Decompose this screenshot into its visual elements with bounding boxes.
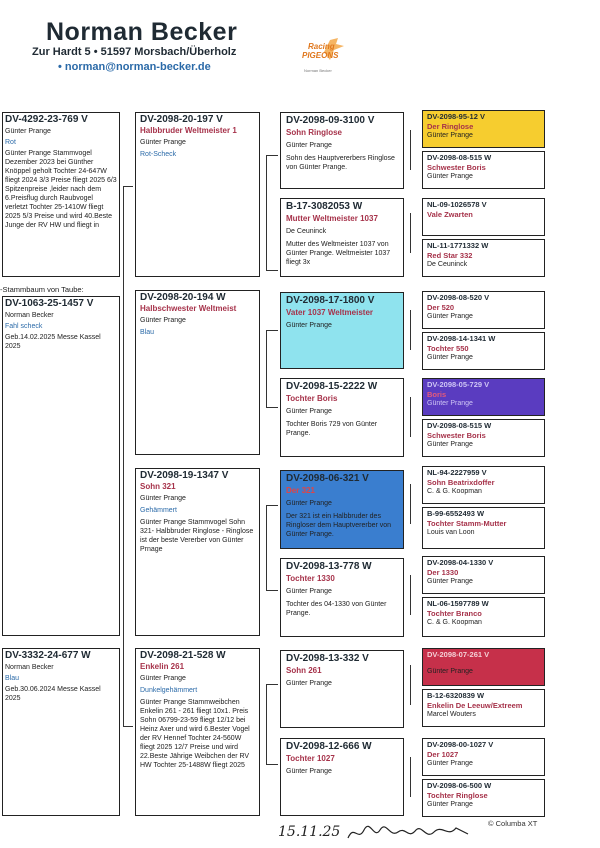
breeder: Günter Prange xyxy=(427,354,473,361)
breeder-email[interactable]: • norman@norman-becker.de xyxy=(58,61,211,73)
breeder: De Ceuninck xyxy=(427,261,468,268)
connector-line xyxy=(266,684,278,685)
pedigree-of-label: -Stammbaum von Taube: xyxy=(0,285,84,294)
ancestor-card[interactable] xyxy=(422,466,545,504)
connector-line xyxy=(410,397,411,437)
pigeon-name: Vale Zwarten xyxy=(427,210,473,219)
ring-number: NL-94-2227959 V xyxy=(427,468,487,477)
connector-line xyxy=(266,590,278,591)
breeder: Günter Prange xyxy=(286,322,332,329)
grandparent-card[interactable] xyxy=(135,112,260,277)
pigeon-name: Tochter Boris xyxy=(286,394,338,403)
ancestor-card[interactable] xyxy=(422,378,545,416)
ring-number: DV-2098-95-12 V xyxy=(427,112,485,121)
breeder: Marcel Wouters xyxy=(427,711,476,718)
pigeon-name: Sohn Ringlose xyxy=(286,128,342,137)
breeder: Günter Prange xyxy=(5,128,51,135)
pigeon-name: Tochter 1330 xyxy=(286,574,335,583)
breeder: Günter Prange xyxy=(427,173,473,180)
breeder: C. & G. Koopman xyxy=(427,488,482,495)
ring-number: DV-2098-13-778 W xyxy=(286,561,372,572)
connector-line xyxy=(410,665,411,705)
great-grandparent-card[interactable] xyxy=(280,292,404,369)
pigeon-name: Sohn 321 xyxy=(140,482,176,491)
color: Rot-Scheck xyxy=(140,151,177,158)
great-grandparent-card[interactable] xyxy=(280,112,404,189)
signature-icon xyxy=(344,822,474,844)
description: Tochter des 04-1330 von Günter Prange. xyxy=(286,601,387,617)
connector-line xyxy=(410,757,411,797)
connector-line xyxy=(266,684,267,764)
ancestor-card[interactable] xyxy=(422,239,545,277)
ring-number: DV-2098-05-729 V xyxy=(427,380,490,389)
handwritten-date: 15.11.25 xyxy=(278,824,341,840)
ring-number: DV-2098-07-261 V xyxy=(427,650,490,659)
ancestor-card[interactable] xyxy=(422,291,545,329)
ring-number: DV-2098-00-1027 V xyxy=(427,740,494,749)
connector-line xyxy=(266,155,267,270)
breeder-name: Norman Becker xyxy=(46,18,238,46)
ring-number: DV-2098-06-500 W xyxy=(427,781,492,790)
pigeon-name: Der 1330 xyxy=(427,568,459,577)
ancestor-card[interactable] xyxy=(422,332,545,370)
logo-text-racing: Racing xyxy=(308,42,335,51)
great-grandparent-card[interactable] xyxy=(280,558,404,637)
breeder: Günter Prange xyxy=(140,675,186,682)
breeder: De Ceuninck xyxy=(286,228,327,235)
breeder: Günter Prange xyxy=(140,495,186,502)
breeder: Günter Prange xyxy=(427,400,473,407)
connector-line xyxy=(266,330,267,407)
connector-line xyxy=(410,484,411,524)
ring-number: B-99-6552493 W xyxy=(427,509,485,518)
ancestor-card[interactable] xyxy=(422,597,545,637)
breeder-address: Zur Hardt 5 • 51597 Morsbach/Überholz xyxy=(32,46,237,58)
ring-number: DV-2098-19-1347 V xyxy=(140,470,229,481)
ring-number: DV-2098-13-332 V xyxy=(286,653,369,664)
description: Geb.14.02.2025 Messe Kassel 2025 xyxy=(5,334,101,350)
breeder: Günter Prange xyxy=(286,408,332,415)
breeder: Günter Prange xyxy=(286,588,332,595)
description: Sohn des Hauptvererbers Ringlose von Günter Prange. xyxy=(286,155,395,171)
pigeon-name: Halbbruder Weltmeister 1 xyxy=(140,126,237,135)
great-grandparent-card[interactable] xyxy=(280,470,404,549)
ring-number: DV-2098-17-1800 V xyxy=(286,295,375,306)
ancestor-card[interactable] xyxy=(422,110,545,148)
connector-line xyxy=(123,726,133,727)
ring-number: DV-2098-20-194 W xyxy=(140,292,226,303)
great-grandparent-card[interactable] xyxy=(280,738,404,816)
color: Fahl scheck xyxy=(5,323,43,330)
description: Mutter des Weltmeister 1037 von Günter Prange. Weltmeister 1037 fliegt 3x xyxy=(286,241,391,266)
connector-line xyxy=(123,186,124,726)
connector-line xyxy=(410,213,411,253)
ancestor-card[interactable] xyxy=(422,738,545,776)
pigeon-name: Der 520 xyxy=(427,303,455,312)
breeder: Günter Prange xyxy=(427,668,473,675)
color: Gehämmert xyxy=(140,507,177,514)
connector-line xyxy=(410,310,411,350)
ring-number: DV-3332-24-677 W xyxy=(5,650,91,661)
pigeon-name: Der Ringlose xyxy=(427,122,474,131)
pigeon-name: Tochter Branco xyxy=(427,609,482,618)
breeder: Günter Prange xyxy=(140,139,186,146)
ring-number: B-12-6320839 W xyxy=(427,691,485,700)
ring-number: NL-11-1771332 W xyxy=(427,241,489,250)
pigeon-name: Enkelin 261 xyxy=(140,662,185,671)
connector-line xyxy=(266,505,267,590)
pigeon-name: Sohn Beatrixdoffer xyxy=(427,478,495,487)
pigeon-name: Red Star 332 xyxy=(427,251,473,260)
breeder: C. & G. Koopman xyxy=(427,619,482,626)
breeder: Günter Prange xyxy=(427,313,473,320)
ring-number: DV-2098-14-1341 W xyxy=(427,334,496,343)
great-grandparent-card[interactable] xyxy=(280,198,404,277)
subject-card[interactable] xyxy=(2,296,120,636)
pigeon-name: Enkelin De Leeuw/Extreem xyxy=(427,701,523,710)
pigeon-name: Vater 1037 Weltmeister xyxy=(286,308,374,317)
pigeon-name: Der 321 xyxy=(286,486,315,495)
ring-number: DV-2098-21-528 W xyxy=(140,650,226,661)
breeder: Günter Prange xyxy=(427,760,473,767)
grandparent-card[interactable] xyxy=(135,290,260,455)
ring-number: DV-2098-04-1330 V xyxy=(427,558,494,567)
logo-text-owner: Norman Becker xyxy=(304,68,332,73)
breeder: Günter Prange xyxy=(286,500,332,507)
breeder: Günter Prange xyxy=(286,142,332,149)
connector-line xyxy=(266,407,278,408)
ancestor-card[interactable] xyxy=(422,507,545,549)
ring-number: NL-09-1026578 V xyxy=(427,200,487,209)
breeder: Günter Prange xyxy=(427,132,473,139)
breeder: Günter Prange xyxy=(286,680,332,687)
breeder: Günter Prange xyxy=(286,768,332,775)
description: Geb.30.06.2024 Messe Kassel 2025 xyxy=(5,686,101,702)
great-grandparent-card[interactable] xyxy=(280,378,404,457)
connector-line xyxy=(266,330,278,331)
description: Günter Prange Stammweibchen Enkelin 261 - 261 fliegt 10x1. Preis Sohn 06799-23-59 fliegt 12/12 bei Heinz Axer und wird 6.Bester Vogel der RV Hennef Tochter 24-560W fliegt 2025 12/7 Preise und wird 22.Beste Jährige Weibchen der RV HW Tochter 25-1488W fliegt 2025 xyxy=(140,699,250,769)
color: Blau xyxy=(5,675,20,682)
ancestor-card[interactable] xyxy=(422,151,545,189)
ring-number: DV-2098-12-666 W xyxy=(286,741,372,752)
breeder: Günter Prange xyxy=(427,578,473,585)
sire-card[interactable] xyxy=(2,112,120,277)
connector-line xyxy=(266,764,278,765)
ancestor-card[interactable] xyxy=(422,556,545,594)
description: Günter Prange Stammvogel Dezember 2023 bei Günther Knöppel geholt Tochter 24-647W fliegt 2024 3/3 Preise fliegt 2025 6/3 Spitzenpreise ,leider nach dem 6.Preisflug durch Raubvogel verletzt Tochter 25-1410W fliegt 2025 5/3 Preise und wird 40.Beste Junge der RV HW und fliegt in xyxy=(5,150,117,229)
connector-line xyxy=(410,130,411,170)
connector-line xyxy=(123,186,133,187)
ancestor-card[interactable] xyxy=(422,648,545,686)
logo-text-pigeons: PIGEONS xyxy=(302,51,339,60)
ring-number: DV-4292-23-769 V xyxy=(5,114,88,125)
connector-line xyxy=(266,505,278,506)
breeder: Günter Prange xyxy=(427,441,473,448)
color: Rot xyxy=(5,139,16,146)
ring-number: DV-2098-08-515 W xyxy=(427,421,492,430)
copyright: © Columba XT xyxy=(488,819,538,828)
breeder: Norman Becker xyxy=(5,312,54,319)
grandparent-card[interactable] xyxy=(135,468,260,636)
ring-number: NL-06-1597789 W xyxy=(427,599,489,608)
ancestor-card[interactable] xyxy=(422,419,545,457)
pigeon-name: Halbschwester Weltmeist xyxy=(140,304,237,313)
color: Blau xyxy=(140,329,155,336)
pigeon-name: Tochter 550 xyxy=(427,344,469,353)
great-grandparent-card[interactable] xyxy=(280,650,404,728)
breeder: Norman Becker xyxy=(5,664,54,671)
connector-line xyxy=(266,270,278,271)
ring-number: B-17-3082053 W xyxy=(286,201,363,212)
ancestor-card[interactable] xyxy=(422,779,545,817)
ring-number: DV-1063-25-1457 V xyxy=(5,298,94,309)
ring-number: DV-2098-06-321 V xyxy=(286,473,369,484)
ancestor-card[interactable] xyxy=(422,198,545,236)
description: Günter Prange Stammvogel Sohn 321- Halbbruder Ringlose - Ringlose ist der beste Vererber von Günter Prnage xyxy=(140,519,254,553)
connector-line xyxy=(410,575,411,615)
breeder: Louis van Loon xyxy=(427,529,475,536)
pigeon-name: Der 1027 xyxy=(427,750,459,759)
ring-number: DV-2098-20-197 V xyxy=(140,114,223,125)
pigeon-name: Schwester Boris xyxy=(427,431,486,440)
ancestor-card[interactable] xyxy=(422,689,545,727)
connector-line xyxy=(266,155,278,156)
description: Tochter Boris 729 von Günter Prange. xyxy=(286,421,378,437)
breeder: Günter Prange xyxy=(140,317,186,324)
description: Der 321 ist ein Halbbruder des Ringloser dem Hauptvererber von Günter Prange. xyxy=(286,513,392,538)
pigeon-name: Tochter Stamm-Mutter xyxy=(427,519,507,528)
color: Dunkelgehämmert xyxy=(140,687,198,694)
pigeon-name: Boris xyxy=(427,390,447,399)
ring-number: DV-2098-15-2222 W xyxy=(286,381,378,392)
pigeon-name: Mutter Weltmeister 1037 xyxy=(286,214,378,223)
pigeon-name: Tochter Ringlose xyxy=(427,791,488,800)
grandparent-card[interactable] xyxy=(135,648,260,816)
racing-pigeons-logo xyxy=(300,36,350,80)
pigeon-name: Tochter 1027 xyxy=(286,754,335,763)
ring-number: DV-2098-08-520 V xyxy=(427,293,490,302)
pigeon-name: Sohn 261 xyxy=(286,666,322,675)
breeder: Günter Prange xyxy=(427,801,473,808)
ring-number: DV-2098-09-3100 V xyxy=(286,115,375,126)
ring-number: DV-2098-08-515 W xyxy=(427,153,492,162)
pigeon-name: Schwester Boris xyxy=(427,163,486,172)
dam-card[interactable] xyxy=(2,648,120,816)
